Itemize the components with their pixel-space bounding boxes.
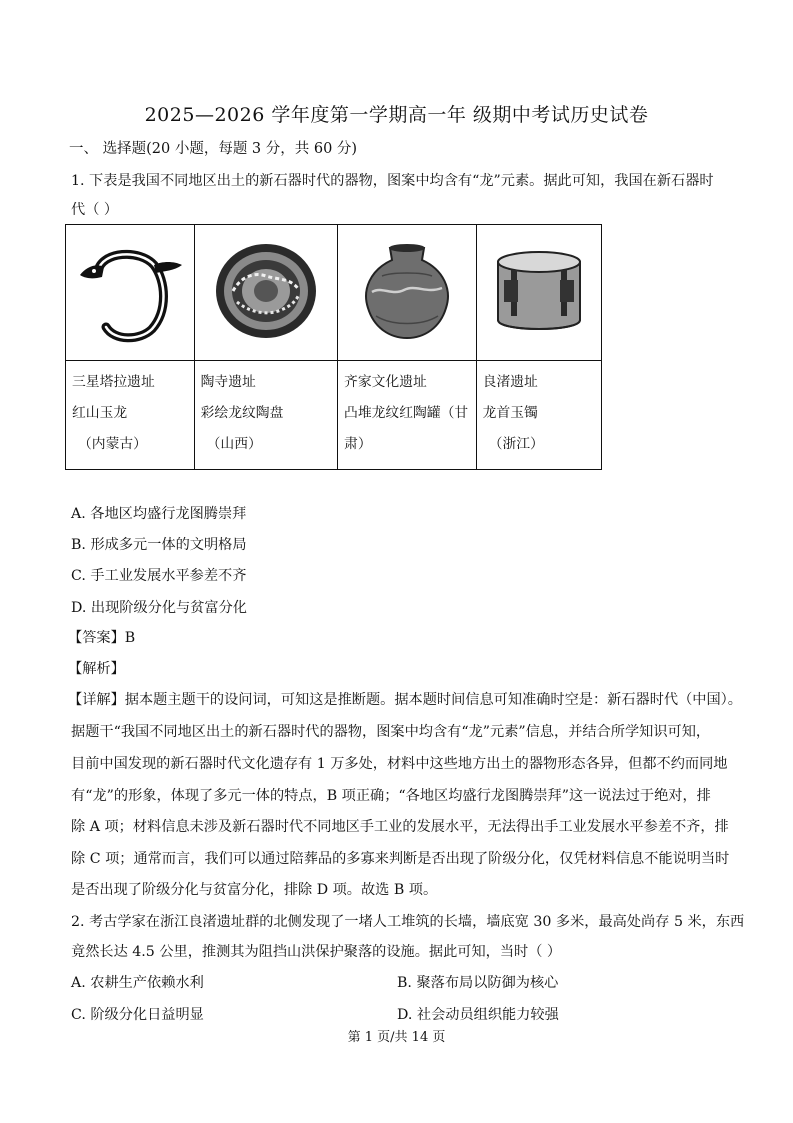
page-footer: 第 1 页/共 14 页 [347,1030,446,1045]
q1-stem-line-1: 1. 下表是我国不同地区出土的新石器时代的器物，图案中均含有“龙”元素。据此可知，我国在新石器时 [71,173,714,189]
relic-caption [66,361,195,470]
q1-option-a: A. 各地区均盛行龙图腾崇拜 [71,506,247,522]
q1-detail-line: 除 A 项；材料信息未涉及新石器时代不同地区手工业的发展水平，无法得出手工业发展水平参差不齐，排 [71,819,729,835]
q2-option-b: B. 聚落布局以防御为核心 [397,975,559,991]
q1-detail-line: 【详解】据本题主题干的设问词，可知这是推断题。据本题时间信息可知准确时空是：新石器时代（中国）。 [68,692,742,708]
relic-image-cell [476,225,601,361]
pottery-jar-icon [352,236,462,346]
q1-detail-line: 据题干“我国不同地区出土的新石器时代的器物，图案中均含有“龙”元素”信息，并结合所学知识可知， [71,724,711,740]
q1-detail-line: 除 C 项；通常而言，我们可以通过陪葬品的多寡来判断是否出现了阶级分化，仅凭材料信息不能说明当时 [71,851,730,867]
relic-image-cell [194,225,337,361]
relic-region: （内蒙古） [78,436,147,452]
relics-table [65,224,602,470]
relic-name: 红山玉龙 [72,405,128,421]
painted-plate-icon [211,236,321,346]
jade-bracelet-icon [484,236,594,346]
q1-detail-line: 是否出现了阶级分化与贫富分化，排除 D 项。故选 B 项。 [71,882,438,898]
relic-region: （浙江） [488,436,544,452]
q2-option-d: D. 社会动员组织能力较强 [397,1007,559,1023]
section-heading: 一、 选择题(20 小题，每题 3 分，共 60 分) [69,141,358,157]
q2-option-c: C. 阶级分化日益明显 [71,1007,204,1023]
relic-caption [476,361,601,470]
q2-stem-line-2: 竟然长达 4.5 公里，推测其为阻挡山洪保护聚落的设施。据此可知，当时（ ） [71,944,562,960]
q2-stem-line-1: 2. 考古学家在浙江良渚遗址群的北侧发现了一堵人工堆筑的长墙，墙底宽 30 多米，最高处尚存 5 米，东西 [71,914,745,930]
relic-image-cell [66,225,195,361]
relic-site: 良渚遗址 [482,374,538,390]
relic-site: 三星塔拉遗址 [72,374,155,390]
relic-name: 龙首玉镯 [482,405,538,421]
relic-name: 彩绘龙纹陶盘 [200,405,284,421]
q1-option-d: D. 出现阶级分化与贫富分化 [71,600,247,616]
q1-detail-line: 目前中国发现的新石器时代文化遗存有 1 万多处，材料中这些地方出土的器物形态各异，但都不约而同地 [71,756,728,772]
relic-region: （山西） [206,436,262,452]
q2-option-a: A. 农耕生产依赖水利 [71,975,204,991]
relic-caption [338,361,477,470]
relic-region: 肃） [344,436,372,452]
q1-stem-line-2: 代（ ） [71,202,119,218]
relic-image-cell [338,225,477,361]
q1-option-c: C. 手工业发展水平参差不齐 [71,568,247,584]
q1-analysis-label: 【解析】 [68,661,125,677]
relic-site: 齐家文化遗址 [344,374,427,390]
relic-caption [194,361,337,470]
q1-answer: 【答案】B [68,630,136,646]
relic-site: 陶寺遗址 [200,374,256,390]
q1-option-b: B. 形成多元一体的文明格局 [71,537,247,553]
relic-name: 凸堆龙纹红陶罐（甘 [344,405,469,421]
q1-detail-line: 有“龙”的形象，体现了多元一体的特点，B 项正确；“各地区均盛行龙图腾崇拜”这一说法过于绝对，排 [71,788,711,804]
jade-dragon-icon [70,231,190,351]
page-title: 2025—2026 学年度第一学期高一年 级期中考试历史试卷 [144,104,649,126]
